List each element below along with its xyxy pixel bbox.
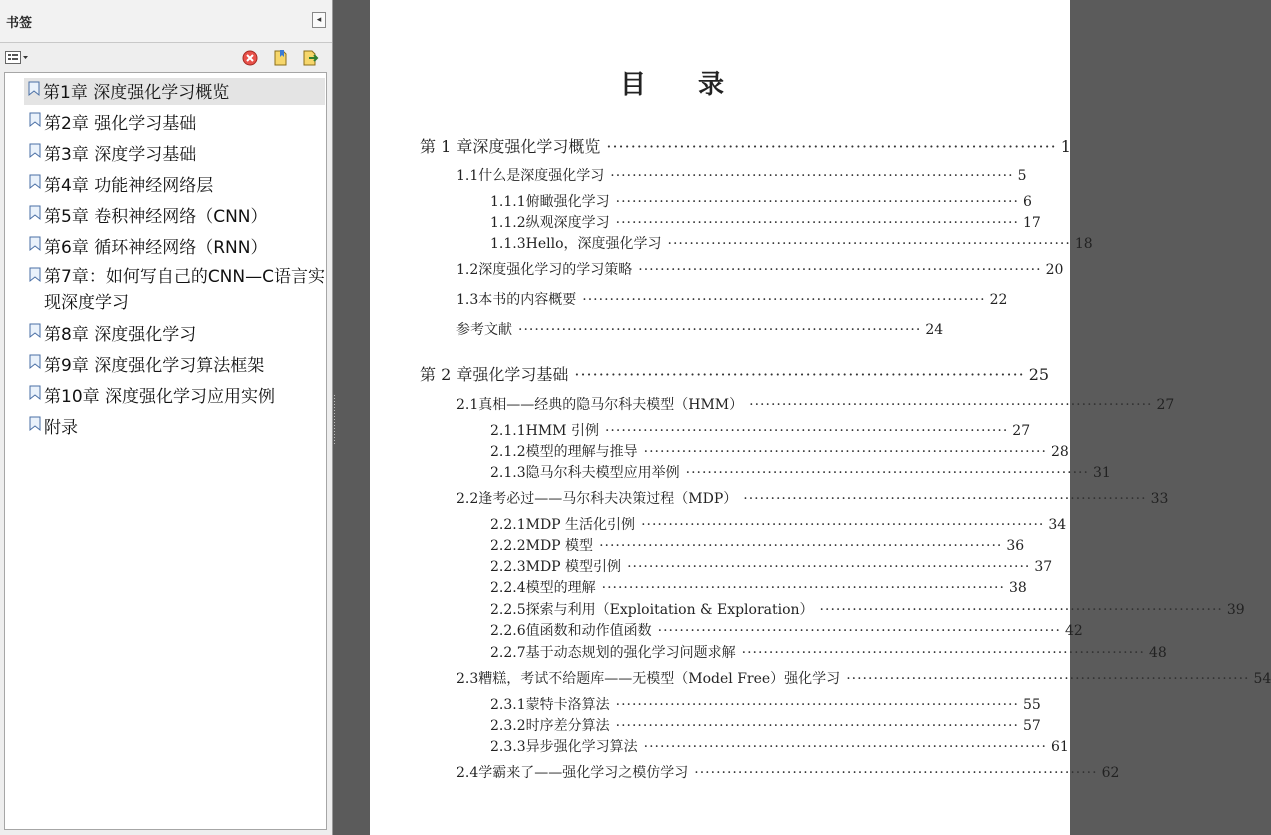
toc-number: 2.2.7 bbox=[490, 645, 526, 661]
toc-leader: ·········································································· bbox=[606, 137, 1057, 156]
bookmark-label: 第6章 循环神经网络（RNN） bbox=[44, 238, 268, 258]
toc-entry[interactable] bbox=[490, 556, 1053, 578]
toc-entry[interactable] bbox=[456, 289, 1008, 311]
bookmark-label: 第4章 功能神经网络层 bbox=[44, 176, 214, 196]
toc-leader: ·········································································· bbox=[610, 168, 1014, 184]
toc-leader: ·········································································· bbox=[574, 365, 1025, 384]
toc-page: 38 bbox=[1008, 580, 1027, 596]
bookmark-item[interactable] bbox=[25, 202, 325, 229]
toc-page: 25 bbox=[1028, 365, 1050, 384]
toc-entry[interactable] bbox=[490, 577, 1027, 599]
bookmark-label: 第7章：如何写自己的CNN—C语言实现深度学习 bbox=[44, 267, 325, 313]
toc-number: 2.1 bbox=[456, 397, 479, 413]
toc-entry[interactable] bbox=[490, 441, 1069, 463]
collapse-panel-button[interactable]: ◂ bbox=[312, 12, 326, 28]
toc-number: 2.1.2 bbox=[490, 444, 526, 460]
toc-title: 逢考必过——马尔科夫决策过程（MDP） bbox=[478, 491, 738, 507]
toc-title: 蒙特卡洛算法 bbox=[525, 697, 610, 713]
toc-number: 2.3.2 bbox=[490, 718, 526, 734]
toc-title: HMM 引例 bbox=[525, 423, 599, 439]
toc-leader: ·········································································· bbox=[685, 465, 1089, 481]
toc-entry[interactable] bbox=[490, 462, 1111, 484]
bookmark-icon bbox=[29, 354, 41, 369]
toc-number: 2.3.3 bbox=[490, 739, 526, 755]
bookmark-item[interactable] bbox=[25, 413, 325, 440]
options-menu-icon[interactable] bbox=[5, 51, 29, 65]
toc-page: 55 bbox=[1022, 697, 1041, 713]
toc-title: 糟糕，考试不给题库——无模型（Model Free）强化学习 bbox=[478, 671, 841, 687]
bookmarks-toolbar bbox=[0, 43, 332, 71]
toc-page: 1 bbox=[1060, 137, 1071, 156]
toc-page: 36 bbox=[1006, 538, 1025, 554]
toc-page: 37 bbox=[1034, 559, 1053, 575]
toc-title: Hello，深度强化学习 bbox=[525, 236, 662, 252]
toc-title: 模型的理解 bbox=[525, 580, 596, 596]
toc-title: 真相——经典的隐马尔科夫模型（HMM） bbox=[478, 397, 744, 413]
document-page bbox=[370, 0, 1271, 835]
toc-page: 31 bbox=[1092, 465, 1111, 481]
toc-number: 2.2.5 bbox=[490, 602, 526, 618]
toc-number: 1.2 bbox=[456, 262, 479, 278]
toc-leader: ·········································································· bbox=[743, 491, 1147, 507]
expand-bookmark-icon[interactable] bbox=[300, 48, 320, 68]
toc-leader: ·········································································· bbox=[601, 580, 1005, 596]
bookmark-item[interactable] bbox=[25, 171, 325, 198]
toc-title: 值函数和动作值函数 bbox=[525, 623, 652, 639]
toc-entry[interactable] bbox=[490, 694, 1041, 716]
bookmark-label: 第1章 深度强化学习概览 bbox=[43, 83, 230, 103]
toc-page: 18 bbox=[1074, 236, 1093, 252]
toc-number: 1.1.2 bbox=[490, 215, 526, 231]
toc-entry[interactable] bbox=[490, 599, 1245, 621]
toc-leader: ·········································································· bbox=[638, 262, 1042, 278]
panel-resize-grip[interactable] bbox=[333, 395, 336, 445]
toc-leader: ·········································································· bbox=[643, 739, 1047, 755]
bookmark-item[interactable] bbox=[25, 264, 325, 318]
bookmark-label: 第3章 深度学习基础 bbox=[44, 145, 197, 165]
toc-number: 第 1 章 bbox=[420, 137, 473, 156]
toc-title: 本书的内容概要 bbox=[478, 292, 577, 308]
toc-title: 深度强化学习概览 bbox=[472, 137, 601, 156]
bookmark-item[interactable] bbox=[24, 78, 325, 105]
toc-number: 2.4 bbox=[456, 765, 479, 781]
toc-leader: ·········································································· bbox=[667, 236, 1071, 252]
bookmark-label: 第10章 深度强化学习应用实例 bbox=[44, 387, 276, 407]
bookmark-item[interactable] bbox=[25, 320, 325, 347]
toc-entry[interactable] bbox=[490, 736, 1069, 758]
panel-header bbox=[0, 0, 332, 43]
toc-leader: ·········································································· bbox=[615, 194, 1019, 210]
toc-number: 1.1.3 bbox=[490, 236, 526, 252]
toc-title: 什么是深度强化学习 bbox=[478, 168, 605, 184]
toc-entry[interactable] bbox=[456, 165, 1027, 187]
toc-page: 33 bbox=[1150, 491, 1169, 507]
toc-entry[interactable] bbox=[490, 642, 1167, 664]
bookmark-icon bbox=[29, 112, 41, 127]
toc-page: 54 bbox=[1253, 671, 1271, 687]
toc-leader: ·········································································· bbox=[599, 538, 1003, 554]
toc-entry[interactable] bbox=[456, 668, 1271, 690]
bookmark-item[interactable] bbox=[25, 351, 325, 378]
toc-page: 27 bbox=[1156, 397, 1175, 413]
bookmark-label: 第2章 强化学习基础 bbox=[44, 114, 197, 134]
toc-entry[interactable] bbox=[490, 420, 1031, 442]
toc-leader: ·········································································· bbox=[615, 697, 1019, 713]
toc-number: 第 2 章 bbox=[420, 365, 473, 384]
toc-number: 2.1.3 bbox=[490, 465, 526, 481]
toc-number: 1.1.1 bbox=[490, 194, 526, 210]
bookmark-icon bbox=[29, 323, 41, 338]
bookmark-icon bbox=[28, 81, 40, 96]
toc-page: 20 bbox=[1045, 262, 1064, 278]
toc-entry[interactable] bbox=[456, 394, 1175, 416]
toc-leader: ·········································································· bbox=[641, 517, 1045, 533]
toc-number: 2.2.4 bbox=[490, 580, 526, 596]
toc-leader: ·········································································· bbox=[615, 718, 1019, 734]
toc-page: 61 bbox=[1050, 739, 1069, 755]
toc-title: MDP 模型 bbox=[525, 538, 594, 554]
toc-leader: ·········································································· bbox=[518, 322, 922, 338]
toc-leader: ·········································································· bbox=[741, 645, 1145, 661]
toc-page: 39 bbox=[1226, 602, 1245, 618]
toc-entry[interactable] bbox=[456, 488, 1169, 510]
bookmark-icon bbox=[29, 416, 41, 431]
toc-title: 时序差分算法 bbox=[525, 718, 610, 734]
toc-entry[interactable] bbox=[456, 319, 944, 341]
toc-entry[interactable] bbox=[456, 259, 1064, 281]
toc-leader: ·········································································· bbox=[694, 765, 1098, 781]
bookmark-icon bbox=[29, 236, 41, 251]
toc-leader: ·········································································· bbox=[846, 671, 1250, 687]
toc-title: 深度强化学习的学习策略 bbox=[478, 262, 633, 278]
toc-entry[interactable] bbox=[420, 134, 1071, 156]
bookmark-label: 第5章 卷积神经网络（CNN） bbox=[44, 207, 268, 227]
new-bookmark-icon[interactable] bbox=[270, 48, 290, 68]
bookmark-item[interactable] bbox=[25, 382, 325, 409]
toc-leader: ·········································································· bbox=[657, 623, 1061, 639]
toc-number: 2.3.1 bbox=[490, 697, 526, 713]
toc-title: 纵观深度学习 bbox=[525, 215, 610, 231]
toc-title: 隐马尔科夫模型应用举例 bbox=[525, 465, 680, 481]
toc-number: 1.1 bbox=[456, 168, 479, 184]
bookmarks-panel bbox=[0, 0, 333, 835]
toc-page: 48 bbox=[1148, 645, 1167, 661]
toc-title: MDP 生活化引例 bbox=[525, 517, 636, 533]
toc-title: MDP 模型引例 bbox=[525, 559, 622, 575]
toc-entry[interactable] bbox=[490, 233, 1093, 255]
toc-leader: ·········································································· bbox=[749, 397, 1153, 413]
toc-page: 62 bbox=[1101, 765, 1120, 781]
toc-page: 57 bbox=[1022, 718, 1041, 734]
toc-page: 24 bbox=[925, 322, 944, 338]
toc-page: 27 bbox=[1012, 423, 1031, 439]
toc-number: 2.2.6 bbox=[490, 623, 526, 639]
toc-number: 2.3 bbox=[456, 671, 479, 687]
toc-number: 2.1.1 bbox=[490, 423, 526, 439]
toc-page: 28 bbox=[1050, 444, 1069, 460]
toc-title: 俯瞰强化学习 bbox=[525, 194, 610, 210]
toc-page: 6 bbox=[1022, 194, 1032, 210]
bookmark-label: 附录 bbox=[44, 418, 78, 438]
toc-title: 基于动态规划的强化学习问题求解 bbox=[525, 645, 736, 661]
toc-title: 探索与利用（Exploitation & Exploration） bbox=[525, 602, 814, 618]
toc-entry[interactable] bbox=[490, 620, 1083, 642]
bookmark-icon bbox=[29, 385, 41, 400]
page-title: 目录 bbox=[620, 70, 777, 100]
bookmark-item[interactable] bbox=[25, 109, 325, 136]
bookmark-item[interactable] bbox=[25, 140, 325, 167]
toc-title: 学霸来了——强化学习之模仿学习 bbox=[478, 765, 689, 781]
toc-title: 异步强化学习算法 bbox=[525, 739, 638, 755]
bookmark-label: 第8章 深度强化学习 bbox=[44, 325, 197, 345]
toc-entry[interactable] bbox=[490, 535, 1025, 557]
toc-leader: ·········································································· bbox=[615, 215, 1019, 231]
toc-leader: ·········································································· bbox=[582, 292, 986, 308]
toc-title: 模型的理解与推导 bbox=[525, 444, 638, 460]
toc-number: 1.3 bbox=[456, 292, 479, 308]
toc-leader: ·········································································· bbox=[643, 444, 1047, 460]
toc-page: 42 bbox=[1064, 623, 1083, 639]
toc-number: 2.2.1 bbox=[490, 517, 526, 533]
toc-leader: ·········································································· bbox=[627, 559, 1031, 575]
toc-page: 22 bbox=[989, 292, 1008, 308]
toc-entry[interactable] bbox=[490, 514, 1067, 536]
toc-number: 2.2 bbox=[456, 491, 479, 507]
toc-page: 17 bbox=[1022, 215, 1041, 231]
toc-entry[interactable] bbox=[490, 212, 1041, 234]
toc-number: 2.2.2 bbox=[490, 538, 526, 554]
toc-leader: ·········································································· bbox=[604, 423, 1009, 439]
toc-entry[interactable] bbox=[456, 762, 1120, 784]
bookmark-icon bbox=[29, 143, 41, 158]
toc-title: 参考文献 bbox=[456, 322, 512, 338]
delete-bookmark-icon[interactable] bbox=[240, 48, 260, 68]
bookmark-item[interactable] bbox=[25, 233, 325, 260]
bookmark-label: 第9章 深度强化学习算法框架 bbox=[44, 356, 265, 376]
toc-page: 5 bbox=[1017, 168, 1027, 184]
bookmark-icon bbox=[29, 267, 41, 282]
bookmark-tree bbox=[4, 72, 327, 830]
bookmark-icon bbox=[29, 174, 41, 189]
panel-title: 书签 bbox=[6, 16, 33, 31]
toc-entry[interactable] bbox=[420, 362, 1050, 384]
toc-page: 34 bbox=[1048, 517, 1067, 533]
bookmark-icon bbox=[29, 205, 41, 220]
toc-entry[interactable] bbox=[490, 715, 1041, 737]
toc-number: 2.2.3 bbox=[490, 559, 526, 575]
toc-title: 强化学习基础 bbox=[472, 365, 569, 384]
toc-leader: ·········································································· bbox=[819, 602, 1223, 618]
toc-entry[interactable] bbox=[490, 191, 1032, 213]
